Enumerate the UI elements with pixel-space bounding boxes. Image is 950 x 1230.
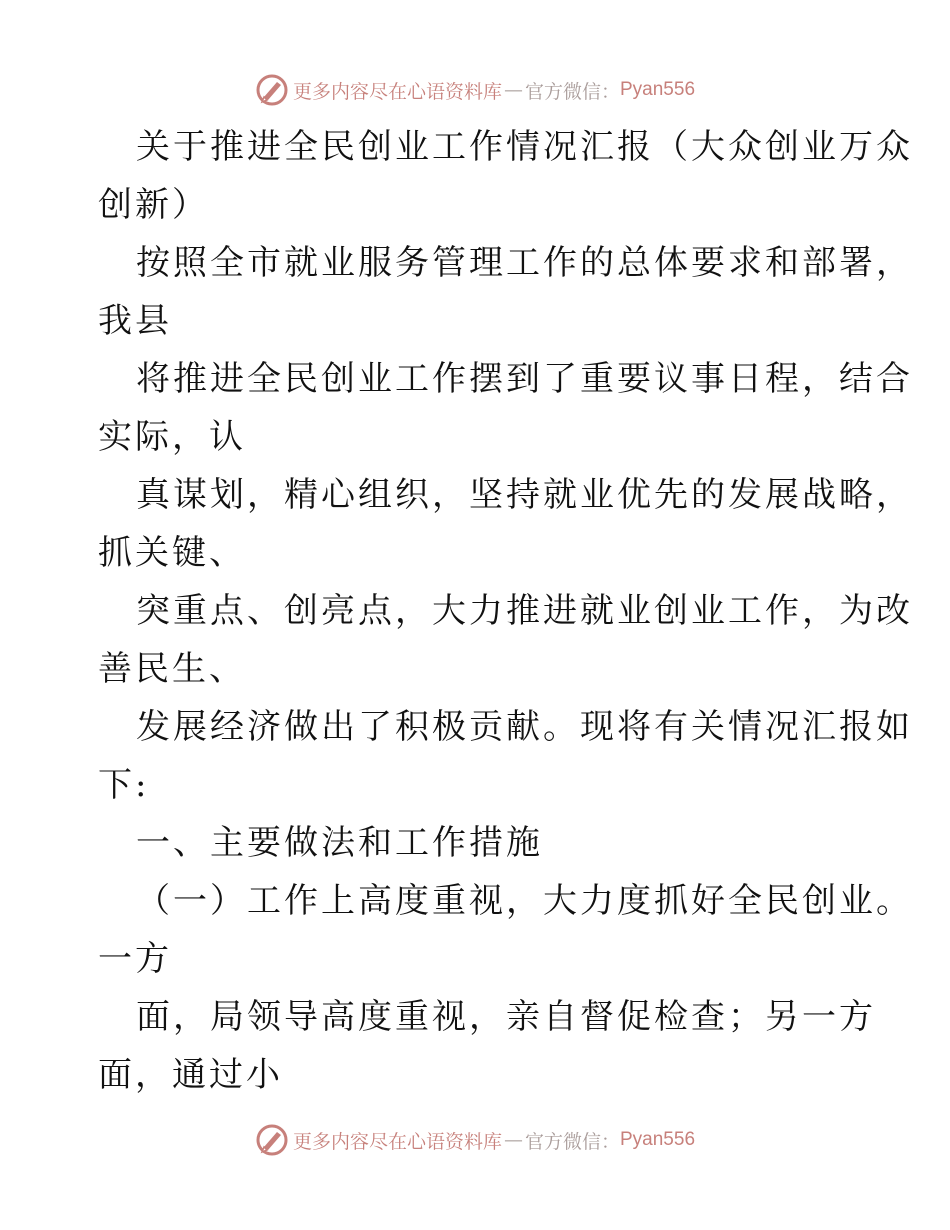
watermark-label: 官方微信： — [524, 1130, 620, 1153]
paragraph-line: 我县 — [98, 301, 172, 341]
section-heading: 一、主要做法和工作措施 — [136, 823, 543, 863]
paragraph-line: 面，通过小 — [98, 1055, 283, 1095]
footer-watermark — [0, 1120, 950, 1160]
watermark-wechat-id: Pyan556 — [620, 1129, 696, 1150]
paragraph-line: 下: — [98, 765, 150, 805]
watermark-separator: — — [503, 79, 523, 101]
paragraph-line: 将推进全民创业工作摆到了重要议事日程，结合 — [136, 359, 913, 399]
watermark-brand: 更多内容尽在心语资料库 — [292, 1130, 502, 1153]
paragraph-line: 善民生、 — [98, 649, 246, 689]
paragraph-line: 发展经济做出了积极贡献。现将有关情况汇报如 — [136, 707, 913, 747]
watermark-brand: 更多内容尽在心语资料库 — [292, 80, 502, 103]
paragraph-line: 实际，认 — [98, 417, 246, 457]
subsection-heading: （一）工作上高度重视，大力度抓好全民创业。 — [136, 881, 913, 921]
watermark-label: 官方微信： — [524, 80, 620, 103]
pen-seal-icon — [255, 1123, 289, 1157]
paragraph-line: 真谋划，精心组织，坚持就业优先的发展战略， — [136, 475, 913, 515]
doc-title-line-1: 关于推进全民创业工作情况汇报（大众创业万众 — [136, 127, 913, 167]
paragraph-line: 一方 — [98, 939, 172, 979]
watermark-separator: — — [503, 1129, 523, 1151]
paragraph-line: 突重点、创亮点，大力推进就业创业工作，为改 — [136, 591, 913, 631]
paragraph-line: 抓关键、 — [98, 533, 246, 573]
doc-title-line-2: 创新） — [98, 185, 209, 225]
watermark-wechat-id: Pyan556 — [620, 79, 696, 100]
paragraph-line: 面，局领导高度重视，亲自督促检查；另一方 — [136, 997, 876, 1037]
paragraph-line: 按照全市就业服务管理工作的总体要求和部署， — [136, 243, 913, 283]
